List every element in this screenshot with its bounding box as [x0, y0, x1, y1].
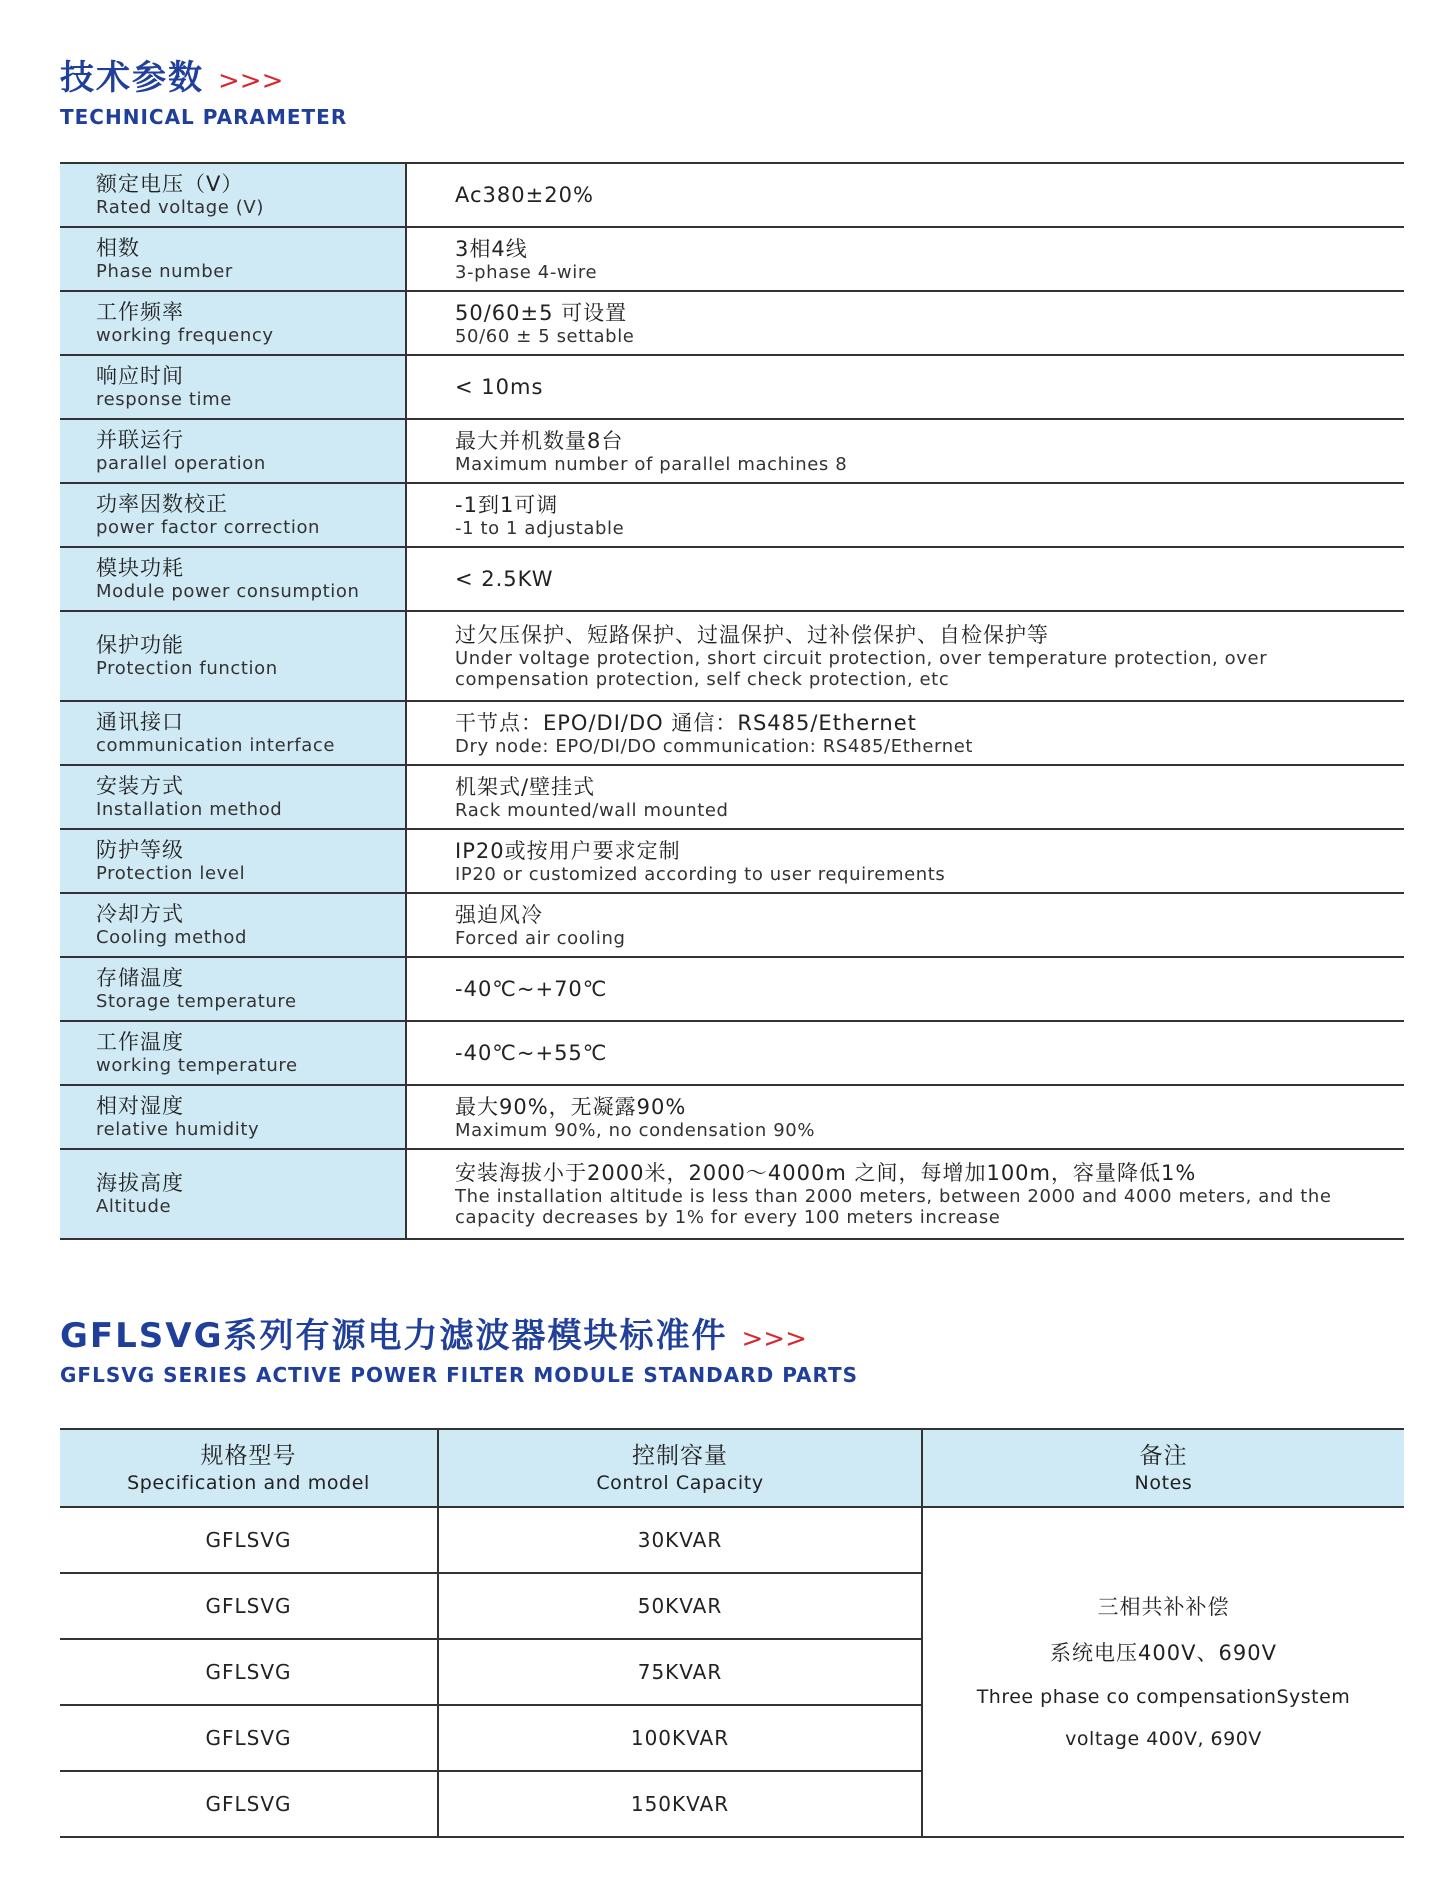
param-value-cn: 干节点：EPO/DI/DO 通信：RS485/Ethernet [455, 710, 917, 735]
param-value-cell [406, 829, 1404, 893]
param-value-cell [406, 419, 1404, 483]
param-value-en: Under voltage protection, short circuit protection, over temperature protection, over compensation protection, self check protection, etc [455, 648, 1268, 690]
param-label-cell [60, 957, 406, 1021]
param-value-en: Maximum 90%, no condensation 90% [455, 1119, 816, 1141]
model-cell: GFLSVG [60, 1639, 438, 1705]
param-value-cell [406, 701, 1404, 765]
param-value-cn: 安装海拔小于2000米，2000～4000m 之间，每增加100m，容量降低1% [455, 1161, 1197, 1185]
table-row [60, 765, 1404, 829]
param-value-cn: 过欠压保护、短路保护、过温保护、过补偿保护、自检保护等 [455, 623, 1049, 647]
table-row [60, 893, 1404, 957]
section-title-en: TECHNICAL PARAMETER [60, 105, 348, 129]
technical-parameter-table [60, 162, 1404, 1240]
param-label-cn: 工作温度 [96, 1030, 184, 1054]
table-row [60, 291, 1404, 355]
param-label-cn: 冷却方式 [96, 902, 184, 926]
param-label-cell [60, 547, 406, 611]
param-value-en: Dry node: EPO/DI/DO communication: RS485/Ethernet [455, 735, 974, 757]
param-label-en: Installation method [96, 799, 283, 820]
param-value-cell [406, 1021, 1404, 1085]
model-cell: GFLSVG [60, 1573, 438, 1639]
param-value-en: -1 to 1 adjustable [455, 517, 625, 539]
param-label-en: working frequency [96, 325, 274, 346]
param-value-cell [406, 483, 1404, 547]
param-value-cn: 3相4线 [455, 236, 528, 261]
table-row [60, 227, 1404, 291]
param-value-cn: 最大90%，无凝露90% [455, 1094, 687, 1119]
param-value-cell [406, 765, 1404, 829]
col-header-model: 规格型号 Specification and model [60, 1429, 438, 1507]
param-label-cn: 防护等级 [96, 838, 184, 862]
table-row [60, 163, 1404, 227]
param-label-cell [60, 163, 406, 227]
param-label-cell [60, 355, 406, 419]
param-value-cell [406, 611, 1404, 701]
notes-line: voltage 400V, 690V [1065, 1728, 1262, 1750]
param-value-cn: 50/60±5 可设置 [455, 300, 628, 325]
param-label-en: Altitude [96, 1196, 172, 1217]
table-row [60, 957, 1404, 1021]
param-label-en: power factor correction [96, 517, 321, 538]
param-value-cn: -40℃~+70℃ [455, 977, 608, 1001]
table-row [60, 483, 1404, 547]
param-value-cell [406, 291, 1404, 355]
param-label-en: Protection function [96, 658, 278, 679]
table-row [60, 611, 1404, 701]
chevrons-icon: >>> [218, 66, 284, 96]
model-cell: GFLSVG [60, 1507, 438, 1573]
param-label-cn: 并联运行 [96, 428, 184, 452]
param-value-cell [406, 163, 1404, 227]
notes-line: 系统电压400V、690V [1050, 1641, 1277, 1665]
table-row [60, 355, 1404, 419]
capacity-cell: 100KVAR [438, 1705, 922, 1771]
param-label-cn: 相对湿度 [96, 1094, 184, 1118]
param-value-cell [406, 1149, 1404, 1239]
param-value-en: 50/60 ± 5 settable [455, 325, 635, 347]
param-value-cell [406, 1085, 1404, 1149]
param-value-cn: 最大并机数量8台 [455, 428, 624, 453]
param-label-cell [60, 829, 406, 893]
standard-parts-table [60, 1428, 1404, 1838]
param-label-cn: 保护功能 [96, 633, 184, 657]
param-label-en: Module power consumption [96, 581, 360, 602]
model-cell: GFLSVG [205, 1792, 292, 1816]
param-value-cn: 强迫风冷 [455, 902, 543, 927]
standard-parts-heading [60, 1308, 858, 1387]
param-value-en: The installation altitude is less than 2000 meters, between 2000 and 4000 meters, and the capacity decreases by 1% for every 100 meters increase [455, 1186, 1332, 1228]
param-label-cn: 海拔高度 [96, 1171, 184, 1195]
notes-line: Three phase co compensationSystem [976, 1686, 1351, 1708]
param-value-en: 3-phase 4-wire [455, 261, 598, 283]
param-value-cn: < 10ms [455, 375, 544, 399]
param-label-en: Cooling method [96, 927, 248, 948]
param-value-cell [406, 355, 1404, 419]
param-value-cn: -1到1可调 [455, 492, 559, 517]
param-label-cn: 存储温度 [96, 966, 184, 990]
param-value-cn: IP20或按用户要求定制 [455, 838, 681, 863]
param-value-cell [406, 227, 1404, 291]
param-label-cell [60, 1021, 406, 1085]
technical-parameter-heading [60, 50, 347, 129]
param-value-cell [406, 893, 1404, 957]
chevrons-icon: >>> [741, 1324, 807, 1354]
table-row [60, 1149, 1404, 1239]
param-label-cell [60, 227, 406, 291]
param-label-en: Storage temperature [96, 991, 297, 1012]
table-row [60, 547, 1404, 611]
param-label-cell [60, 893, 406, 957]
header-row [60, 1429, 1404, 1507]
capacity-cell: 50KVAR [438, 1573, 922, 1639]
param-value-en: Maximum number of parallel machines 8 [455, 453, 848, 475]
param-label-cell [60, 483, 406, 547]
param-value-en: Rack mounted/wall mounted [455, 799, 729, 821]
table-row [60, 701, 1404, 765]
table-row [60, 1507, 1404, 1573]
param-label-cell [60, 291, 406, 355]
param-label-en: parallel operation [96, 453, 266, 474]
param-label-cn: 工作频率 [96, 300, 184, 324]
param-label-cn: 响应时间 [96, 364, 184, 388]
param-label-en: Rated voltage (V) [96, 197, 264, 218]
section-title-cn: GFLSVG系列有源电力滤波器模块标准件 [60, 1316, 728, 1356]
param-value-cn: 机架式/壁挂式 [455, 774, 596, 799]
param-label-en: communication interface [96, 735, 336, 756]
param-label-cell [60, 611, 406, 701]
param-label-cn: 相数 [96, 236, 140, 260]
param-label-en: response time [96, 389, 232, 410]
param-label-cn: 功率因数校正 [96, 492, 228, 516]
param-label-cn: 通讯接口 [96, 710, 184, 734]
param-value-cell [406, 957, 1404, 1021]
param-value-cn: < 2.5KW [455, 567, 554, 591]
param-label-cell [60, 1085, 406, 1149]
table-row [60, 419, 1404, 483]
capacity-cell: 75KVAR [438, 1639, 922, 1705]
param-label-cn: 安装方式 [96, 774, 184, 798]
table-row [60, 1085, 1404, 1149]
section-title-en: GFLSVG SERIES ACTIVE POWER FILTER MODULE STANDARD PARTS [60, 1363, 859, 1387]
param-label-cell [60, 765, 406, 829]
model-cell: GFLSVG [60, 1705, 438, 1771]
param-value-en: IP20 or customized according to user requirements [455, 863, 946, 885]
param-label-en: Protection level [96, 863, 246, 884]
param-value-cell [406, 547, 1404, 611]
notes-line: 三相共补补偿 [1097, 1595, 1230, 1619]
notes-cell [922, 1507, 1404, 1837]
param-label-en: Phase number [96, 261, 233, 282]
col-header-notes: 备注 Notes [922, 1429, 1404, 1507]
capacity-cell: 150KVAR [438, 1771, 922, 1837]
param-value-en: Forced air cooling [455, 927, 626, 949]
col-header-capacity: 控制容量 Control Capacity [438, 1429, 922, 1507]
param-value-cn: -40℃~+55℃ [455, 1041, 608, 1065]
param-label-cell [60, 419, 406, 483]
param-label-en: relative humidity [96, 1119, 260, 1140]
capacity-cell: 30KVAR [438, 1507, 922, 1573]
table-row [60, 829, 1404, 893]
section-title-cn: 技术参数 [60, 58, 204, 98]
param-label-cn: 额定电压（V） [96, 172, 244, 196]
param-label-cell [60, 1149, 406, 1239]
param-label-en: working temperature [96, 1055, 298, 1076]
param-label-cn: 模块功耗 [96, 556, 184, 580]
table-row [60, 1021, 1404, 1085]
param-value-cn: Ac380±20% [455, 183, 594, 207]
param-label-cell [60, 701, 406, 765]
